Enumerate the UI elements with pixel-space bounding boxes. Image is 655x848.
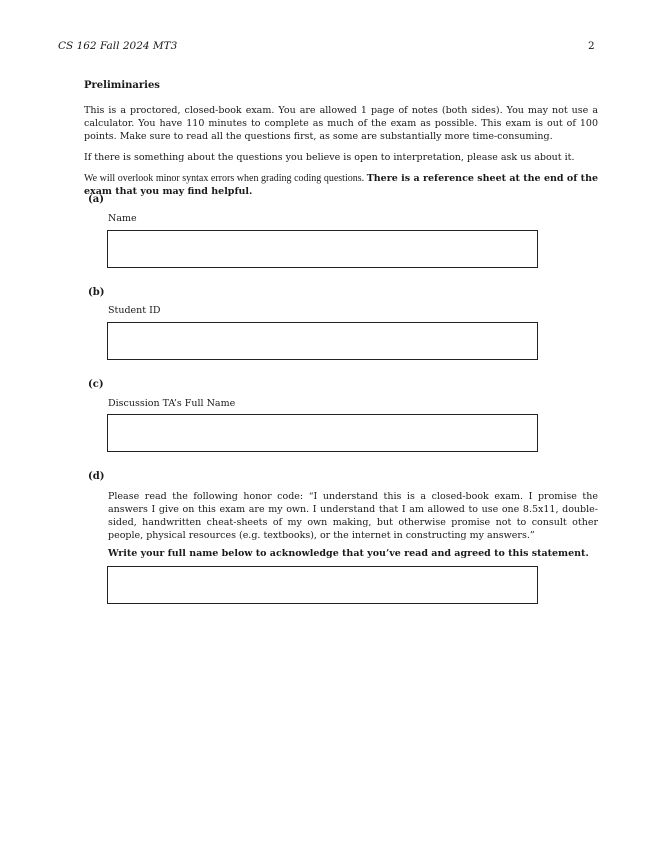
syntax-note: We will overlook minor syntax errors when grading coding questions. (84, 173, 365, 184)
name-answer-box[interactable] (107, 230, 538, 268)
interpretation-paragraph: If there is something about the questions you believe is open to interpretation, please ask us about it. (84, 152, 575, 163)
ta-name-answer-box[interactable] (107, 414, 538, 452)
part-a-label: (a) (88, 194, 104, 205)
honor-code-signature-box[interactable] (107, 566, 538, 604)
section-heading: Preliminaries (84, 80, 160, 91)
preliminaries-section (84, 79, 598, 206)
running-header-title: CS 162 Fall 2024 MT3 (58, 40, 178, 52)
ta-name-label: Discussion TA’s Full Name (108, 398, 236, 409)
exam-rules-paragraph: This is a proctored, closed-book exam. You are allowed 1 page of notes (both sides). You may not use a calculator. You have 110 minutes to complete as much of the exam as possible. This exam is out of 100 points. Make sure to read all the questions first, as some are substantially more time-consuming. (84, 105, 598, 142)
page-number: 2 (588, 40, 595, 52)
acknowledge-instruction: Write your full name below to acknowledge that you’ve read and agreed to this statement. (108, 548, 589, 559)
honor-code-text: Please read the following honor code: “I understand this is a closed-book exam. I promise the answers I give on this exam are my own. I understand that I am allowed to use one 8.5x11, double-sided, handwritten cheat-sheets of my own making, but otherwise promise not to consult other people, physical resources (e.g. textbooks), or the internet in constructing my answers.” (108, 491, 598, 541)
syntax-paragraph (84, 172, 598, 198)
student-id-answer-box[interactable] (107, 322, 538, 360)
reference-sheet-note: There is a reference sheet at the end of the exam that you may find helpful. (84, 173, 599, 197)
part-b-label: (b) (88, 287, 105, 298)
part-d-label: (d) (88, 471, 105, 482)
student-id-label: Student ID (108, 305, 161, 316)
name-label: Name (108, 213, 137, 224)
part-c-label: (c) (88, 379, 104, 390)
